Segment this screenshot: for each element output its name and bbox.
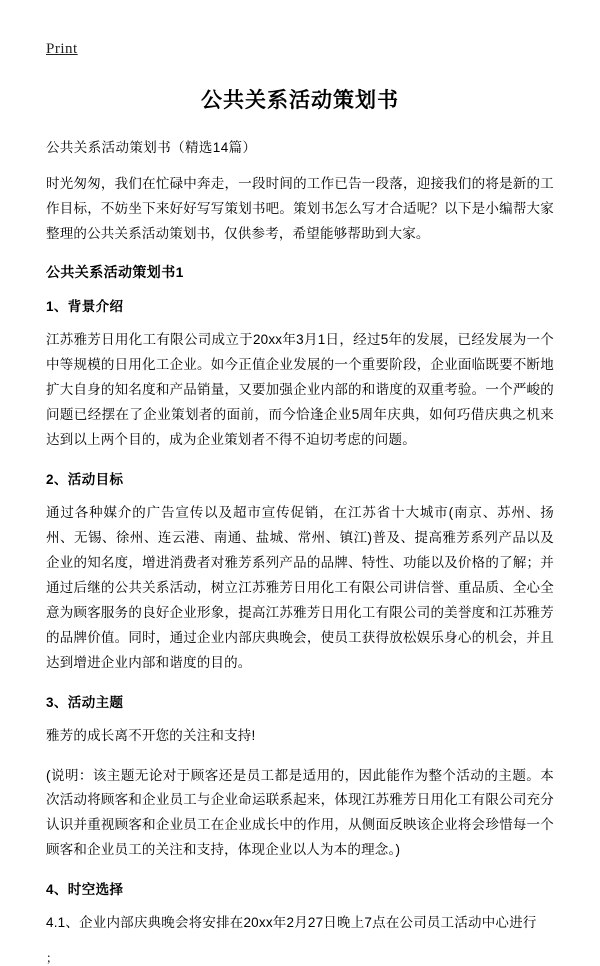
section-heading-background: 1、背景介绍 bbox=[46, 298, 124, 314]
section-paragraph: 江苏雅芳日用化工有限公司成立于20xx年3月1日，经过5年的发展，已经发展为一个中等规模的日用化工企业。如今正值企业发展的一个重要阶段，企业面临既要不断地扩大自身的知名度和产品销量，又要加强企业内部的和谐度的双重考验。一个严峻的问题已经摆在了企业策划者的面前，而今恰逢企业5周年庆典，如何巧借庆典之机来达到以上两个目的，成为企业策划者不得不迫切考虑的问题。 bbox=[46, 331, 554, 447]
section-heading-goals: 2、活动目标 bbox=[46, 471, 124, 487]
document-subtitle: 公共关系活动策划书（精选14篇） bbox=[46, 140, 257, 155]
section-paragraph: 雅芳的成长离不开您的关注和支持! bbox=[46, 727, 256, 743]
section-heading-theme: 3、活动主题 bbox=[46, 694, 124, 710]
section-paragraph-continuation: ； bbox=[46, 951, 59, 966]
print-button[interactable]: Print bbox=[46, 41, 78, 57]
page-title: 公共关系活动策划书 bbox=[201, 89, 399, 112]
intro-paragraph: 时光匆匆，我们在忙碌中奔走，一段时间的工作已告一段落，迎接我们的将是新的工作目标，不妨坐下来好好写写策划书吧。策划书怎么写才合适呢？以下是小编帮大家整理的公共关系活动策划书，仅供参考，希望能够帮助到大家。 bbox=[46, 176, 554, 241]
plan-heading: 公共关系活动策划书1 bbox=[46, 263, 184, 280]
section-paragraph-note: (说明：该主题无论对于顾客还是员工都是适用的，因此能作为整个活动的主题。本次活动将顾客和企业员工与企业命运联系起来，体现江苏雅芳日用化工有限公司充分认识并重视顾客和企业员工在企业成长中的作用，从侧面反映该企业将会珍惜每一个顾客和企业员工的关注和支持，体现企业以人为本的理念。) bbox=[46, 767, 554, 858]
section-paragraph: 4.1、企业内部庆典晚会将安排在20xx年2月27日晚上7点在公司员工活动中心进行 bbox=[46, 915, 537, 931]
section-paragraph: 通过各种媒介的广告宣传以及超市宣传促销，在江苏省十大城市(南京、苏州、扬州、无锡、徐州、连云港、南通、盐城、常州、镇江)普及、提高雅芳系列产品以及企业的知名度，增进消费者对雅芳系列产品的品牌、特性、功能以及价格的了解；并通过后继的公共关系活动，树立江苏雅芳日用化工有限公司讲信誉、重品质、全心全意为顾客服务的良好企业形象，提高江苏雅芳日用化工有限公司的美誉度和江苏雅芳的品牌价值。同时，通过企业内部庆典晚会，使员工获得放松娱乐身心的机会，并且达到增进企业内部和谐度的目的。 bbox=[46, 504, 554, 670]
section-heading-timeplace: 4、时空选择 bbox=[46, 882, 124, 898]
